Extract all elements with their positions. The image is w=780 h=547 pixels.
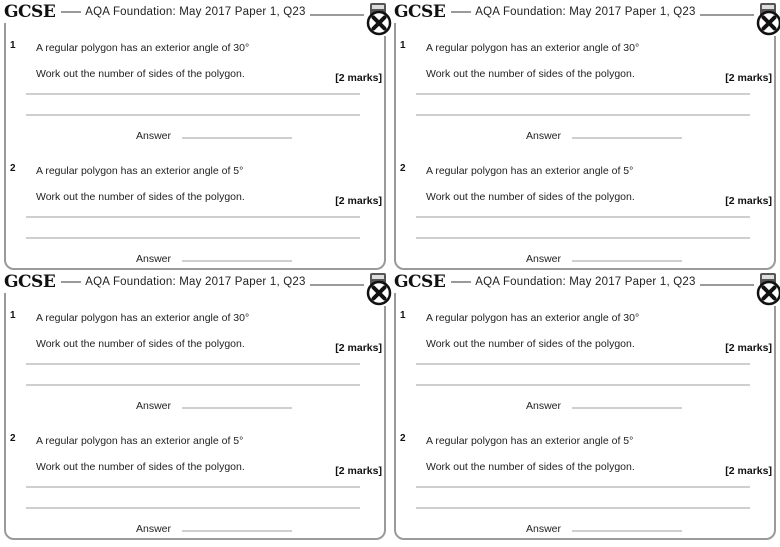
answer-label: Answer xyxy=(526,253,562,265)
working-line[interactable] xyxy=(26,486,360,488)
working-line[interactable] xyxy=(416,114,750,116)
answer-line[interactable] xyxy=(182,137,292,139)
question-number: 1 xyxy=(400,40,406,51)
source-reference: AQA Foundation: May 2017 Paper 1, Q23 xyxy=(85,6,306,18)
question-card xyxy=(4,272,386,540)
question-block xyxy=(6,36,384,154)
answer-line[interactable] xyxy=(572,530,682,532)
answer-label: Answer xyxy=(526,523,562,535)
question-block xyxy=(396,36,774,154)
question-number: 2 xyxy=(10,433,16,444)
header-divider xyxy=(61,281,81,283)
question-text: A regular polygon has an exterior angle of 5° xyxy=(426,435,634,447)
working-line[interactable] xyxy=(26,237,360,239)
question-block xyxy=(6,159,384,277)
header-divider xyxy=(61,11,81,13)
answer-label: Answer xyxy=(136,523,172,535)
working-line[interactable] xyxy=(26,384,360,386)
working-line[interactable] xyxy=(416,384,750,386)
question-instruction: Work out the number of sides of the polygon. xyxy=(36,191,245,203)
question-block xyxy=(396,429,774,547)
question-instruction: Work out the number of sides of the polygon. xyxy=(36,338,245,350)
question-number: 2 xyxy=(400,163,406,174)
gcse-logo: GCSE xyxy=(394,272,446,292)
answer-line[interactable] xyxy=(572,260,682,262)
no-calculator-icon xyxy=(364,272,394,306)
question-instruction: Work out the number of sides of the polygon. xyxy=(426,191,635,203)
question-card xyxy=(4,2,386,270)
answer-label: Answer xyxy=(136,400,172,412)
marks-label: [2 marks] xyxy=(335,465,382,477)
question-block xyxy=(6,306,384,424)
working-line[interactable] xyxy=(26,363,360,365)
question-instruction: Work out the number of sides of the polygon. xyxy=(426,338,635,350)
working-line[interactable] xyxy=(26,507,360,509)
header-divider xyxy=(451,11,471,13)
answer-line[interactable] xyxy=(182,530,292,532)
question-block xyxy=(396,306,774,424)
question-text: A regular polygon has an exterior angle of 5° xyxy=(426,165,634,177)
working-line[interactable] xyxy=(416,486,750,488)
working-line[interactable] xyxy=(416,363,750,365)
question-text: A regular polygon has an exterior angle of 30° xyxy=(36,42,250,54)
question-instruction: Work out the number of sides of the polygon. xyxy=(426,68,635,80)
working-line[interactable] xyxy=(416,93,750,95)
header-divider xyxy=(451,281,471,283)
gcse-logo: GCSE xyxy=(4,2,56,22)
question-number: 1 xyxy=(400,310,406,321)
question-text: A regular polygon has an exterior angle of 30° xyxy=(426,42,640,54)
gcse-logo: GCSE xyxy=(394,2,446,22)
source-reference: AQA Foundation: May 2017 Paper 1, Q23 xyxy=(475,6,696,18)
working-line[interactable] xyxy=(416,216,750,218)
working-line[interactable] xyxy=(26,93,360,95)
source-reference: AQA Foundation: May 2017 Paper 1, Q23 xyxy=(85,276,306,288)
question-instruction: Work out the number of sides of the polygon. xyxy=(36,68,245,80)
marks-label: [2 marks] xyxy=(725,342,772,354)
question-card xyxy=(394,2,776,270)
no-calculator-icon xyxy=(364,2,394,36)
marks-label: [2 marks] xyxy=(335,342,382,354)
question-instruction: Work out the number of sides of the polygon. xyxy=(426,461,635,473)
answer-line[interactable] xyxy=(572,137,682,139)
gcse-logo: GCSE xyxy=(4,272,56,292)
question-block xyxy=(396,159,774,277)
question-text: A regular polygon has an exterior angle of 30° xyxy=(426,312,640,324)
marks-label: [2 marks] xyxy=(335,72,382,84)
question-number: 2 xyxy=(10,163,16,174)
working-line[interactable] xyxy=(26,216,360,218)
card-header xyxy=(2,271,310,293)
working-line[interactable] xyxy=(416,507,750,509)
marks-label: [2 marks] xyxy=(725,195,772,207)
marks-label: [2 marks] xyxy=(725,72,772,84)
no-calculator-icon xyxy=(754,2,780,36)
answer-label: Answer xyxy=(136,253,172,265)
answer-line[interactable] xyxy=(182,260,292,262)
question-instruction: Work out the number of sides of the polygon. xyxy=(36,461,245,473)
question-text: A regular polygon has an exterior angle of 5° xyxy=(36,165,244,177)
marks-label: [2 marks] xyxy=(335,195,382,207)
card-header xyxy=(2,1,310,23)
answer-label: Answer xyxy=(526,130,562,142)
marks-label: [2 marks] xyxy=(725,465,772,477)
question-text: A regular polygon has an exterior angle of 5° xyxy=(36,435,244,447)
card-header xyxy=(392,1,700,23)
question-card xyxy=(394,272,776,540)
working-line[interactable] xyxy=(416,237,750,239)
answer-line[interactable] xyxy=(182,407,292,409)
answer-label: Answer xyxy=(136,130,172,142)
question-text: A regular polygon has an exterior angle of 30° xyxy=(36,312,250,324)
question-number: 2 xyxy=(400,433,406,444)
answer-label: Answer xyxy=(526,400,562,412)
card-header xyxy=(392,271,700,293)
question-number: 1 xyxy=(10,310,16,321)
question-number: 1 xyxy=(10,40,16,51)
working-line[interactable] xyxy=(26,114,360,116)
no-calculator-icon xyxy=(754,272,780,306)
answer-line[interactable] xyxy=(572,407,682,409)
question-block xyxy=(6,429,384,547)
source-reference: AQA Foundation: May 2017 Paper 1, Q23 xyxy=(475,276,696,288)
